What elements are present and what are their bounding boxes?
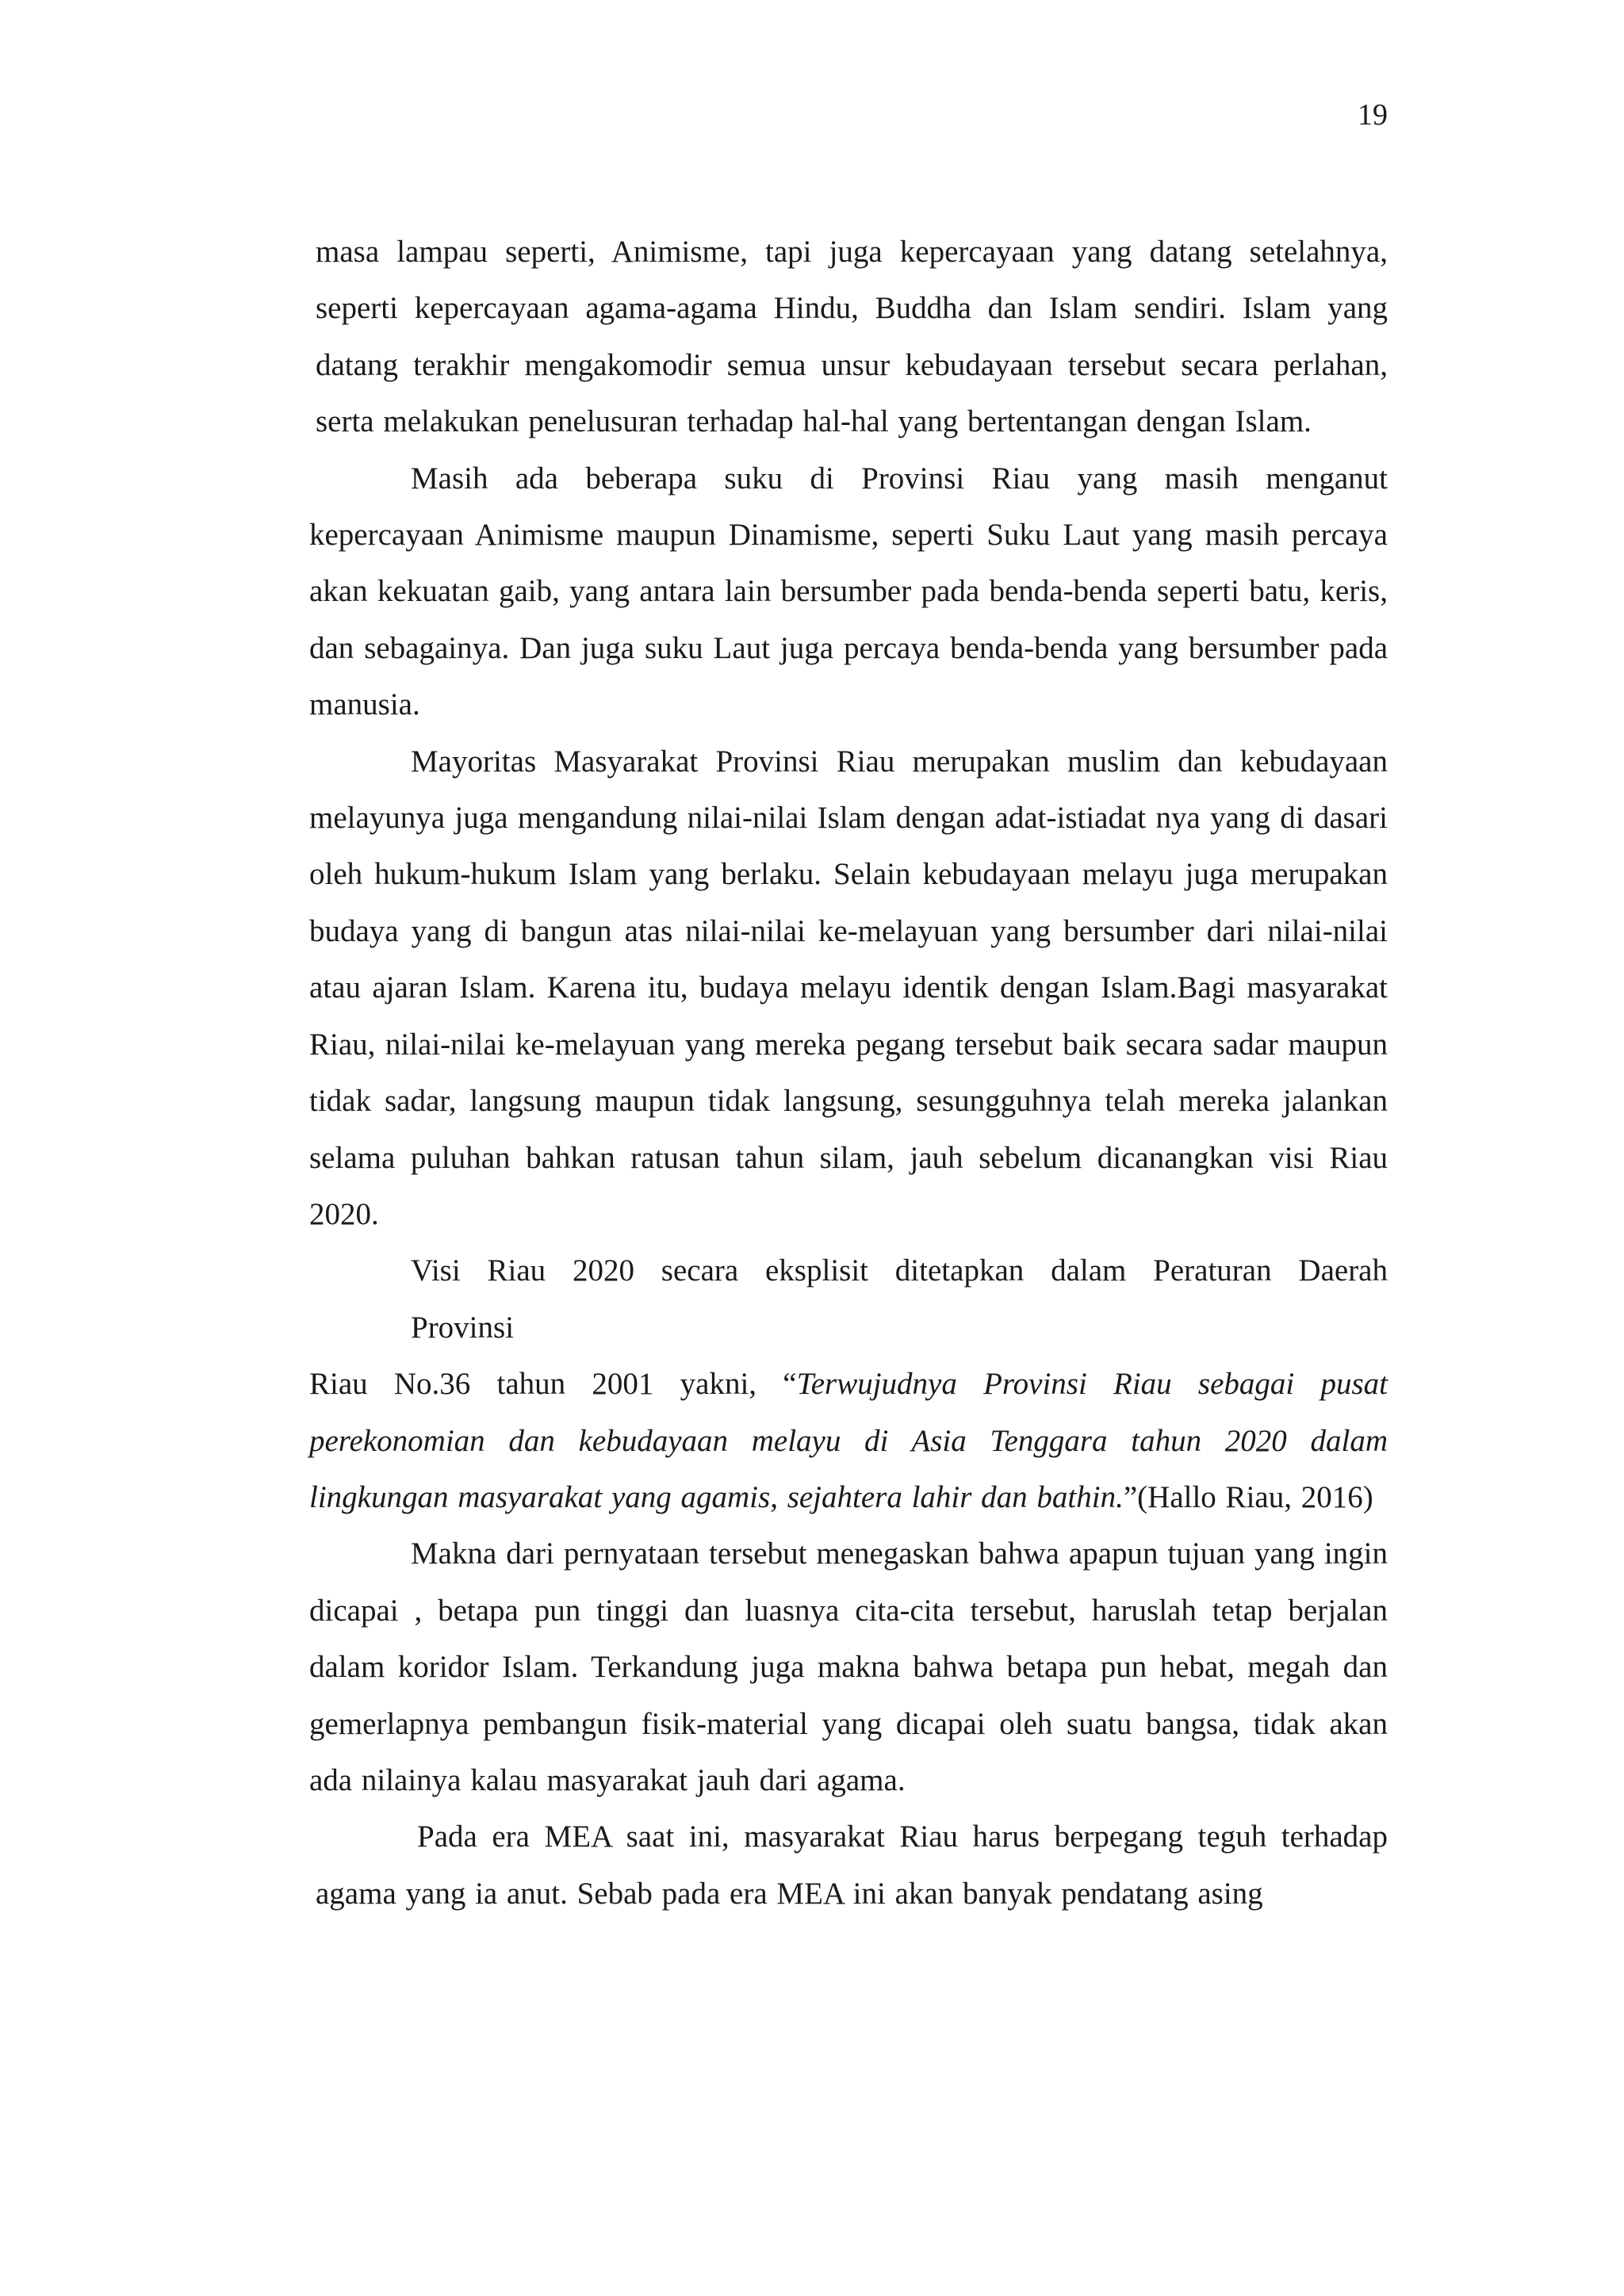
paragraph-visi-line-2: Provinsi xyxy=(411,1310,515,1345)
page-body xyxy=(309,224,1388,1922)
paragraph-era-mea: Pada era MEA saat ini, masyarakat Riau harus berpegang teguh terhadap agama yang ia anut. Sebab pada era MEA ini akan banyak pendatang asing xyxy=(316,1820,1388,1911)
visi-citation: ”(Hallo Riau, 2016) xyxy=(1123,1479,1373,1514)
visi-lead-text: Riau No.36 tahun 2001 yakni, “ xyxy=(309,1367,797,1402)
paragraph-suku-riau: Masih ada beberapa suku di Provinsi Riau yang masih menganut kepercayaan Animisme maupun Dinamisme, seperti Suku Laut yang masih percaya akan kekuatan gaib, yang antara lain bersumber pada benda-benda seperti batu, keris, dan sebagainya. Dan juga suku Laut juga percaya benda-benda yang bersumber pada manusia. xyxy=(309,461,1388,722)
paragraph-mayoritas-muslim: Mayoritas Masyarakat Provinsi Riau merupakan muslim dan kebudayaan melayunya juga mengandung nilai-nilai Islam dengan adat-istiadat nya yang di dasari oleh hukum-hukum Islam yang berlaku. Selain kebudayaan melayu juga merupakan budaya yang di bangun atas nilai-nilai ke-melayuan yang bersumber dari nilai-nilai atau ajaran Islam. Karena itu, budaya melayu identik dengan Islam.Bagi masyarakat Riau, nilai-nilai ke-melayuan yang mereka pegang tersebut baik secara sadar maupun tidak sadar, langsung maupun tidak langsung, sesungguhnya telah mereka jalankan selama puluhan bahkan ratusan tahun silam, jauh sebelum dicanangkan visi Riau 2020. xyxy=(309,744,1388,1231)
page-number: 19 xyxy=(1358,98,1388,132)
paragraph-makna: Makna dari pernyataan tersebut menegaskan bahwa apapun tujuan yang ingin dicapai , betapa pun tinggi dan luasnya cita-cita tersebut, haruslah tetap berjalan dalam koridor Islam. Terkandung juga makna bahwa betapa pun hebat, megah dan gemerlapnya pembangun fisik-material yang dicapai oleh suatu bangsa, tidak akan ada nilainya kalau masyarakat jauh dari agama. xyxy=(309,1536,1388,1797)
paragraph-visi-riau xyxy=(309,1356,1388,1525)
paragraph-continued: masa lampau seperti, Animisme, tapi juga kepercayaan yang datang setelahnya, seperti kepercayaan agama-agama Hindu, Buddha dan Islam sendiri. Islam yang datang terakhir mengakomodir semua unsur kebudayaan tersebut secara perlahan, serta melakukan penelusuran terhadap hal-hal yang bertentangan dengan Islam. xyxy=(316,235,1388,439)
paragraph-visi-line-1: Visi Riau 2020 secara eksplisit ditetapkan dalam Peraturan Daerah xyxy=(411,1253,1388,1288)
visi-quote: Terwujudnya Provinsi Riau sebagai pusat perekonomian dan kebudayaan melayu di Asia Tenggara tahun 2020 dalam lingkungan masyarakat yang agamis, sejahtera lahir dan bathin. xyxy=(309,1367,1388,1514)
